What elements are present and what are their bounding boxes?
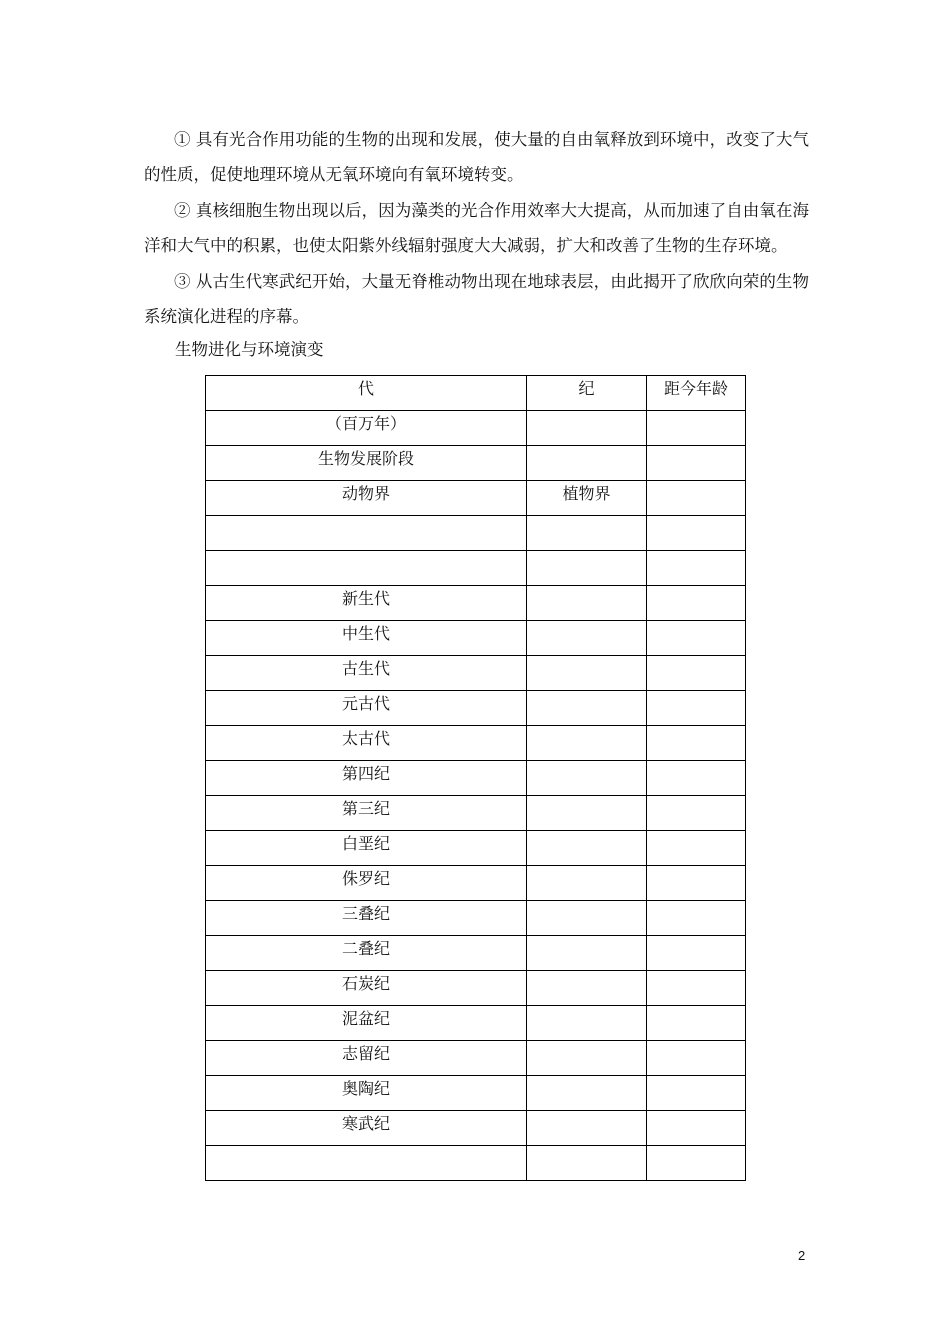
period-cell bbox=[527, 1111, 647, 1146]
era-cell: 泥盆纪 bbox=[206, 1006, 527, 1041]
period-cell bbox=[527, 936, 647, 971]
table-row bbox=[206, 1111, 746, 1146]
age-cell bbox=[647, 761, 746, 796]
era-cell: 奥陶纪 bbox=[206, 1076, 527, 1111]
age-cell: 距今年龄 bbox=[647, 376, 746, 411]
period-cell bbox=[527, 516, 647, 551]
era-cell: 新生代 bbox=[206, 586, 527, 621]
period-cell bbox=[527, 1076, 647, 1111]
period-cell bbox=[527, 726, 647, 761]
era-cell: 古生代 bbox=[206, 656, 527, 691]
era-cell: （百万年） bbox=[206, 411, 527, 446]
age-cell bbox=[647, 446, 746, 481]
era-cell: 中生代 bbox=[206, 621, 527, 656]
era-cell: 白垩纪 bbox=[206, 831, 527, 866]
page-number: 2 bbox=[798, 1248, 806, 1263]
age-cell bbox=[647, 411, 746, 446]
period-cell bbox=[527, 1146, 647, 1181]
era-cell: 三叠纪 bbox=[206, 901, 527, 936]
age-cell bbox=[647, 1076, 746, 1111]
table-row bbox=[206, 376, 746, 411]
period-cell: 纪 bbox=[527, 376, 647, 411]
table-row bbox=[206, 1041, 746, 1076]
era-cell bbox=[206, 1146, 527, 1181]
paragraph-eukaryote: ② 真核细胞生物出现以后，因为藻类的光合作用效率大大提高，从而加速了自由氧在海洋和大气中的积累，也使太阳紫外线辐射强度大大减弱，扩大和改善了生物的生存环境。 bbox=[144, 201, 809, 255]
age-cell bbox=[647, 831, 746, 866]
paragraph-photosynthesis: ① 具有光合作用功能的生物的出现和发展，使大量的自由氧释放到环境中，改变了大气的性质，促使地理环境从无氧环境向有氧环境转变。 bbox=[144, 130, 809, 184]
period-cell bbox=[527, 901, 647, 936]
era-cell bbox=[206, 516, 527, 551]
table-row bbox=[206, 516, 746, 551]
age-cell bbox=[647, 516, 746, 551]
era-cell: 石炭纪 bbox=[206, 971, 527, 1006]
table-row bbox=[206, 551, 746, 586]
era-cell: 生物发展阶段 bbox=[206, 446, 527, 481]
age-cell bbox=[647, 481, 746, 516]
age-cell bbox=[647, 1041, 746, 1076]
period-cell bbox=[527, 1006, 647, 1041]
table-row bbox=[206, 1076, 746, 1111]
period-cell bbox=[527, 656, 647, 691]
period-cell bbox=[527, 411, 647, 446]
age-cell bbox=[647, 1006, 746, 1041]
table-row bbox=[206, 446, 746, 481]
age-cell bbox=[647, 586, 746, 621]
period-cell bbox=[527, 796, 647, 831]
era-cell: 太古代 bbox=[206, 726, 527, 761]
era-cell: 代 bbox=[206, 376, 527, 411]
era-cell: 元古代 bbox=[206, 691, 527, 726]
table-row bbox=[206, 691, 746, 726]
period-cell bbox=[527, 971, 647, 1006]
era-cell: 动物界 bbox=[206, 481, 527, 516]
table-row bbox=[206, 866, 746, 901]
table-row bbox=[206, 481, 746, 516]
table-row bbox=[206, 936, 746, 971]
table-row bbox=[206, 656, 746, 691]
age-cell bbox=[647, 1111, 746, 1146]
era-cell: 第四纪 bbox=[206, 761, 527, 796]
period-cell bbox=[527, 866, 647, 901]
period-cell bbox=[527, 1041, 647, 1076]
period-cell bbox=[527, 831, 647, 866]
table-row bbox=[206, 586, 746, 621]
age-cell bbox=[647, 621, 746, 656]
table-row bbox=[206, 831, 746, 866]
table-caption: 生物进化与环境演变 bbox=[175, 340, 324, 359]
age-cell bbox=[647, 936, 746, 971]
age-cell bbox=[647, 971, 746, 1006]
table-row bbox=[206, 1146, 746, 1181]
evolution-table bbox=[205, 375, 746, 1181]
period-cell bbox=[527, 586, 647, 621]
period-cell bbox=[527, 621, 647, 656]
period-cell bbox=[527, 446, 647, 481]
period-cell bbox=[527, 691, 647, 726]
age-cell bbox=[647, 551, 746, 586]
period-cell bbox=[527, 761, 647, 796]
period-cell: 植物界 bbox=[527, 481, 647, 516]
era-cell: 志留纪 bbox=[206, 1041, 527, 1076]
age-cell bbox=[647, 656, 746, 691]
age-cell bbox=[647, 1146, 746, 1181]
era-cell: 第三纪 bbox=[206, 796, 527, 831]
era-cell: 寒武纪 bbox=[206, 1111, 527, 1146]
age-cell bbox=[647, 796, 746, 831]
paragraph-cambrian: ③ 从古生代寒武纪开始，大量无脊椎动物出现在地球表层，由此揭开了欣欣向荣的生物系统演化进程的序幕。 bbox=[144, 272, 809, 326]
table-row bbox=[206, 796, 746, 831]
era-cell: 侏罗纪 bbox=[206, 866, 527, 901]
table-row bbox=[206, 1006, 746, 1041]
era-cell bbox=[206, 551, 527, 586]
period-cell bbox=[527, 551, 647, 586]
era-cell: 二叠纪 bbox=[206, 936, 527, 971]
table-row bbox=[206, 901, 746, 936]
table-row bbox=[206, 411, 746, 446]
table-row bbox=[206, 971, 746, 1006]
age-cell bbox=[647, 726, 746, 761]
evolution-table-body bbox=[206, 376, 746, 1181]
age-cell bbox=[647, 691, 746, 726]
age-cell bbox=[647, 901, 746, 936]
table-row bbox=[206, 761, 746, 796]
table-row bbox=[206, 726, 746, 761]
table-row bbox=[206, 621, 746, 656]
age-cell bbox=[647, 866, 746, 901]
